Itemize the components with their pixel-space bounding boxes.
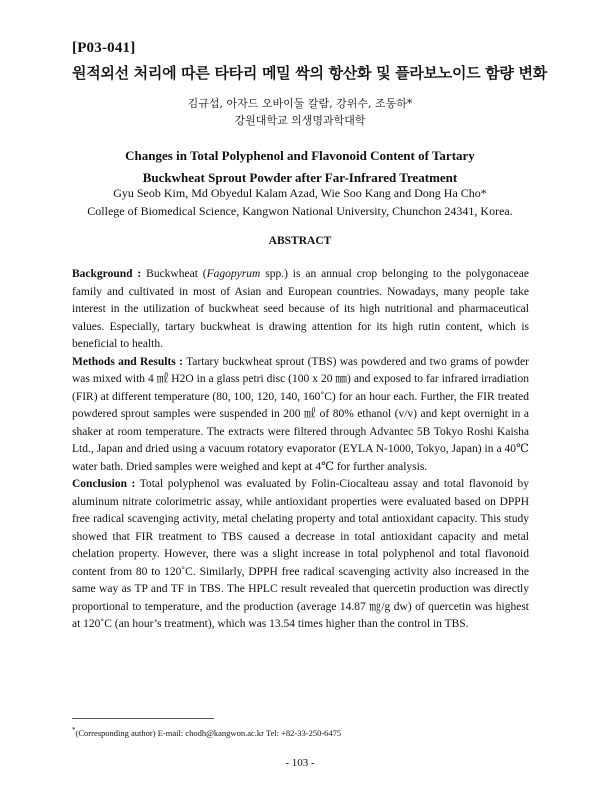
english-title-line2: Buckwheat Sprout Powder after Far-Infrared Treatment — [142, 170, 458, 185]
background-text-post: spp.) is an annual crop belonging to the polygonaceae family and cultivated in most of Asian and European countries. Nowadays, many people take interest in the utilization of buckwheat seed because of its high nutritional and pharmaceutical values. Especially, tartary buckwheat is drawing attention for its high rutin content, which is beneficial to health. — [72, 268, 529, 350]
korean-affiliation: 강원대학교 의생명과학대학 — [234, 114, 366, 127]
korean-authors: 김규섭, 아자드 오바이둘 칼람, 강위수, 조동하* — [187, 97, 413, 110]
footnote-divider — [72, 718, 214, 719]
english-affiliation: College of Biomedical Science, Kangwon National University, Chunchon 24341, Korea. — [87, 204, 513, 218]
background-species: Fagopyrum — [206, 268, 261, 280]
english-title — [60, 145, 540, 189]
conclusion-paragraph — [72, 476, 529, 634]
methods-paragraph — [72, 354, 529, 477]
english-title-line1: Changes in Total Polyphenol and Flavonoid Content of Tartary — [125, 148, 475, 163]
abstract-heading: ABSTRACT — [268, 235, 332, 247]
page-number: - 103 - — [285, 757, 315, 769]
korean-title: 원적외선 처리에 따른 타타리 메밀 싹의 항산화 및 플라보노이드 함량 변화 — [72, 64, 547, 82]
conclusion-label: Conclusion : — [72, 478, 136, 490]
footnote-text: (Corresponding author) E-mail: chodh@kangwon.ac.kr Tel: +82-33-250-6475 — [75, 727, 342, 738]
poster-code: [P03-041] — [72, 40, 136, 56]
background-paragraph — [72, 266, 529, 354]
methods-text: Tartary buckwheat sprout (TBS) was powdered and two grams of powder was mixed with 4 ㎖ H2O in a glass petri disc (100 x 20 ㎜) and exposed to far infrared irradiation (FIR) at different temperature (80, 100, 120, 140, 160˚C) for an hour each. Further, the FIR treated powdered sprout samples were suspended in 200 ㎖ of 80% ethanol (v/v) and kept overnight in a shaker at room temperature. The extracts were filtered through Advantec 5B Tokyo Roshi Kaisha Ltd., Japan and dried using a vacuum rotatory evaporator (EYLA N-1000, Tokyo, Japan) in a 40℃ water bath. Dried samples were weighed and kept at 4℃ for further analysis. — [72, 355, 529, 473]
background-text-pre: Buckwheat ( — [141, 268, 207, 280]
background-label: Background : — [72, 268, 142, 280]
conclusion-text: Total polyphenol was evaluated by Folin-Ciocalteau assay and total flavonoid by aluminum nitrate colorimetric assay, while antioxidant properties were evaluated based on DPPH free radical scavenging activity, metal chelating property and total antioxidant capacity. This study showed that FIR treatment to TBS caused a decrease in total antioxidant capacity and metal chelation property. However, there was a slight increase in total polyphenol and total flavonoid content from 80 to 120˚C. Similarly, DPPH free radical scavenging activity also increased in the same way as TP and TF in TBS. The HPLC result revealed that quercetin production was directly proportional to temperature, and the production (average 14.87 ㎎/g dw) of quercetin was highest at 120˚C (an hour’s treatment), which was 13.54 times higher than the control in TBS. — [72, 478, 529, 630]
footnote — [72, 726, 341, 738]
methods-label: Methods and Results : — [72, 355, 183, 368]
abstract-body — [72, 266, 529, 634]
english-authors: Gyu Seob Kim, Md Obyedul Kalam Azad, Wie Soo Kang and Dong Ha Cho* — [113, 186, 487, 200]
footnote-mark: * — [72, 726, 76, 734]
